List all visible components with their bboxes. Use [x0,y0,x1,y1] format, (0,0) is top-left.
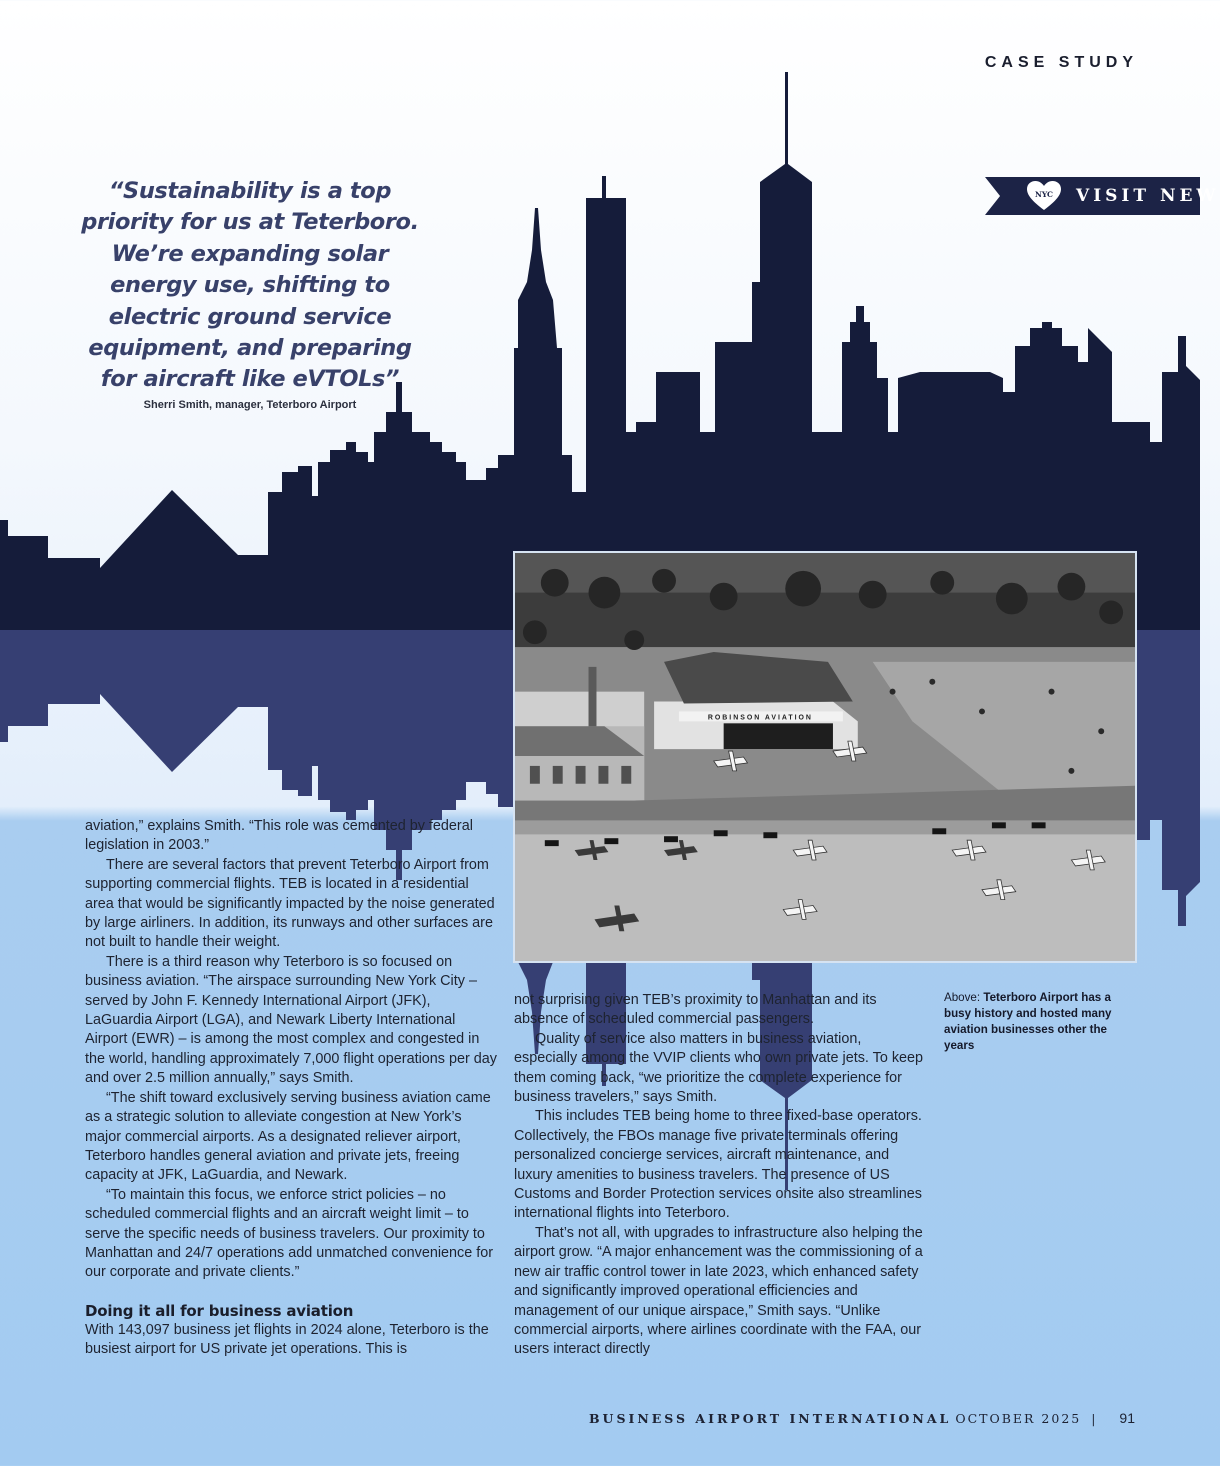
section-label: CASE STUDY [984,54,1138,71]
paragraph: That’s not all, with upgrades to infrastructure also helping the airport grow. “A major enhancement was the commissioning of a new air traffic control tower in late 2023, which enhanced safety and significantly improved operational efficiencies and management of our unique airspace,” Smith says. “Unlike commercial airports, where airlines coordinate with the FAA, our users interact directly [514,1224,923,1358]
page-footer [589,1410,1135,1426]
section-heading: Doing it all for business aviation [85,1301,354,1320]
paragraph: This includes TEB being home to three fixed-base operators. Collectively, the FBOs manage five private terminals offering personalized concierge services, aircraft maintenance, and luxury amenities to business travelers. The presence of US Customs and Border Protection services onsite also streamlines international flights into Teterboro. [514,1108,922,1222]
body-column-middle [514,991,926,1360]
paragraph: not surprising given TEB’s proximity to Manhattan and its absence of scheduled commercial passengers. [514,992,877,1028]
paragraph: With 143,097 business jet flights in 2024 alone, Teterboro is the busiest airport for US private jet operations. This is [85,1321,489,1358]
nyc-badge-text: NYC [1034,190,1054,199]
caption-text: Teterboro Airport has a busy history and hosted many aviation businesses other the years [944,991,1112,1052]
hangar-sign: ROBINSON AVIATION [707,714,813,722]
photo-caption [944,990,1136,1054]
body-column-left [85,817,497,1360]
heart-icon [1026,180,1062,212]
visit-banner-text[interactable]: VISIT NEW [1076,186,1220,206]
issue-date: OCTOBER 2025 [955,1411,1082,1426]
paragraph: “To maintain this focus, we enforce strict policies – no scheduled commercial flights and an aircraft weight limit – to serve the specific needs of business travelers. Our proximity to Manhattan and 24/7 operations add unmatched convenience for our corporate and private clients.” [85,1186,494,1281]
pull-quote-attribution: Sherri Smith, manager, Teterboro Airport [143,399,357,411]
paragraph: There is a third reason why Teterboro is so focused on business aviation. “The airspace surrounding New York City – served by John F. Kennedy International Airport (JFK), LaGuardia Airport (LGA), and Newark Liberty International Airport (EWR) – is among the most complex and congested in the world, handling approximately 7,000 flight operations per day and over 2.5 million annually,” says Smith. [85,953,497,1087]
paragraph: aviation,” explains Smith. “This role was cemented by federal legislation in 2003.” [85,818,473,854]
publication-name: BUSINESS AIRPORT INTERNATIONAL [588,1411,952,1426]
paragraph: Quality of service also matters in business aviation, especially among the VVIP clients who own private jets. To keep them coming back, “we prioritize the complete experience for business travelers,” says Smith. [514,1030,924,1106]
pull-quote: “Sustainability is a top priority for us at Teterboro. We’re expanding solar energy use, shifting to electric ground service equipment, and preparing for aircraft like eVTOLs” [81,178,419,393]
caption-lead: Above: [944,991,981,1004]
paragraph: “The shift toward exclusively serving business aviation came as a strategic solution to alleviate congestion at New York’s major commercial airports. As a designated reliever airport, Teterboro handles general aviation and private jets, freeing capacity at JFK, LaGuardia, and Newark. [85,1089,491,1184]
historic-airport-photo [513,551,1137,963]
paragraph: There are several factors that prevent Teterboro Airport from supporting commercial flights. TEB is located in a residential area that would be significantly impacted by the noise generated by large airliners. In addition, its runways and other surfaces are not built to handle their weight. [85,856,495,951]
footer-separator: | [1091,1411,1096,1426]
page-number: 91 [1119,1410,1135,1426]
